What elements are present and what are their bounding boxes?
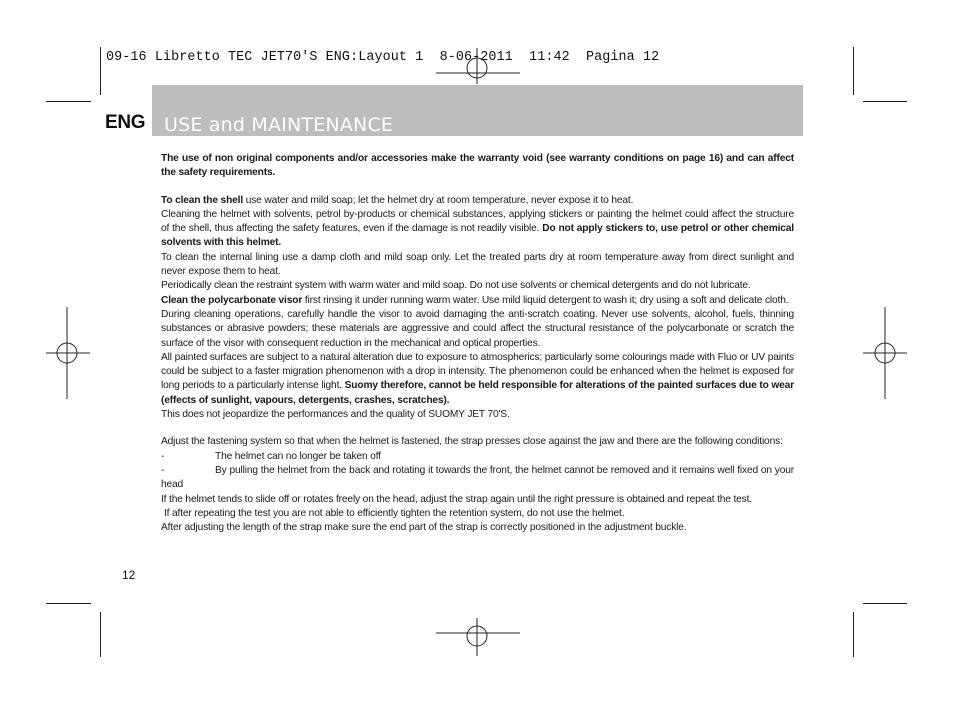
section-header-bar	[152, 85, 803, 136]
painted-text: All painted surfaces are subject to a natural alteration due to exposure to atmospherics; particularly some colourings made with Fluo or UV paints could be subject to a faster migration phenomenon with a drop in intensity. The phenomenon could be enhanced when the helmet is exposed for long periods to a particularly intense light.	[161, 351, 794, 392]
language-label: ENG	[105, 112, 146, 133]
warranty-notice	[161, 152, 794, 181]
registration-mark-bottom-icon	[436, 618, 520, 656]
visor-paragraph	[161, 294, 794, 308]
condition-2-text: By pulling the helmet from the back and rotating it towards the front, the helmet cannot be removed and it remains well fixed on your head	[161, 464, 794, 491]
shell-text: use water and mild soap; let the helmet dry at room temperature, never expose it to heat.	[243, 194, 634, 206]
dash-bullet: -	[161, 464, 165, 476]
visor-care-paragraph: During cleaning operations, carefully handle the visor to avoid damaging the anti-scratch coating. Never use solvents, alcohol, fuels, thinning substances or abrasive powders; these materials are aggressive and could affect the structural resistance of the polycarbonate or scratch the surface of the visor with consequent reduction in the mechanical and optical properties.	[161, 308, 794, 349]
fastening-intro: Adjust the fastening system so that when the helmet is fastened, the strap presses close against the jaw and there are the following conditions:	[161, 436, 783, 448]
dash-bullet: -	[161, 450, 165, 462]
crop-mark-bottom-right-vertical	[853, 612, 854, 657]
buckle-paragraph: After adjusting the length of the strap make sure the end part of the strap is correctly positioned in the adjustment buckle.	[161, 522, 687, 534]
section-title: USE and MAINTENANCE	[164, 114, 394, 136]
crop-mark-top-left-vertical	[100, 47, 101, 95]
visor-label: Clean the polycarbonate visor	[161, 294, 303, 306]
crop-mark-top-right-horizontal	[863, 101, 907, 102]
print-slug-line: 09-16 Libretto TEC JET70'S ENG:Layout 1 8-06-2011 11:42 Pagina 12	[106, 50, 660, 65]
solvents-text: Cleaning the helmet with solvents, petrol by-products or chemical substances, applying stickers or painting the helmet could affect the structure of the shell, thus affecting the safety features, even if the damage is not readily visible.	[161, 208, 794, 235]
body-content	[161, 152, 794, 535]
crop-mark-bottom-right-horizontal	[863, 603, 907, 604]
crop-mark-top-left-horizontal	[46, 101, 91, 102]
page-number: 12	[122, 568, 136, 582]
crop-mark-bottom-left-horizontal	[46, 603, 91, 604]
crop-mark-top-right-vertical	[853, 47, 854, 95]
condition-item-1	[161, 450, 794, 464]
crop-mark-bottom-left-vertical	[100, 612, 101, 657]
painted-paragraph	[161, 351, 794, 408]
slide-paragraph: If the helmet tends to slide off or rotates freely on the head, adjust the strap again until the right pressure is obtained and repeat the test.	[161, 493, 752, 505]
solvents-paragraph	[161, 208, 794, 251]
solvents-warning: Do not apply stickers to, use petrol or other chemical solvents with this helmet.	[161, 223, 794, 249]
painted-disclaimer: Suomy therefore, cannot be held responsible for alterations of the painted surfaces due to wear (effects of sunlight, vapours, detergents, crashes, scratches).	[161, 380, 795, 406]
registration-mark-left-icon	[46, 307, 90, 399]
retention-paragraph: If after repeating the test you are not able to efficiently tighten the retention system, do not use the helmet.	[164, 507, 625, 519]
performance-paragraph: This does not jeopardize the performances and the quality of SUOMY JET 70'S.	[161, 409, 510, 421]
shell-label: To clean the shell	[161, 194, 244, 206]
shell-paragraph	[161, 194, 794, 208]
visor-text: first rinsing it under running warm water. Use mild liquid detergent to wash it; dry using a soft and delicate cloth.	[302, 294, 789, 306]
registration-mark-right-icon	[863, 307, 907, 399]
lining-paragraph: To clean the internal lining use a damp cloth and mild soap only. Let the treated parts dry at room temperature away from direct sunlight and never expose them to heat.	[161, 251, 794, 278]
condition-1-text: The helmet can no longer be taken off	[215, 450, 381, 462]
restraint-paragraph: Periodically clean the restraint system with warm water and mild soap. Do not use solvents or chemical detergents and do not lubricate.	[161, 280, 751, 292]
condition-item-2	[161, 464, 794, 493]
warranty-notice-text: The use of non original components and/or accessories make the warranty void (see warranty conditions on page 16) and can affect the safety requirements.	[161, 153, 794, 179]
